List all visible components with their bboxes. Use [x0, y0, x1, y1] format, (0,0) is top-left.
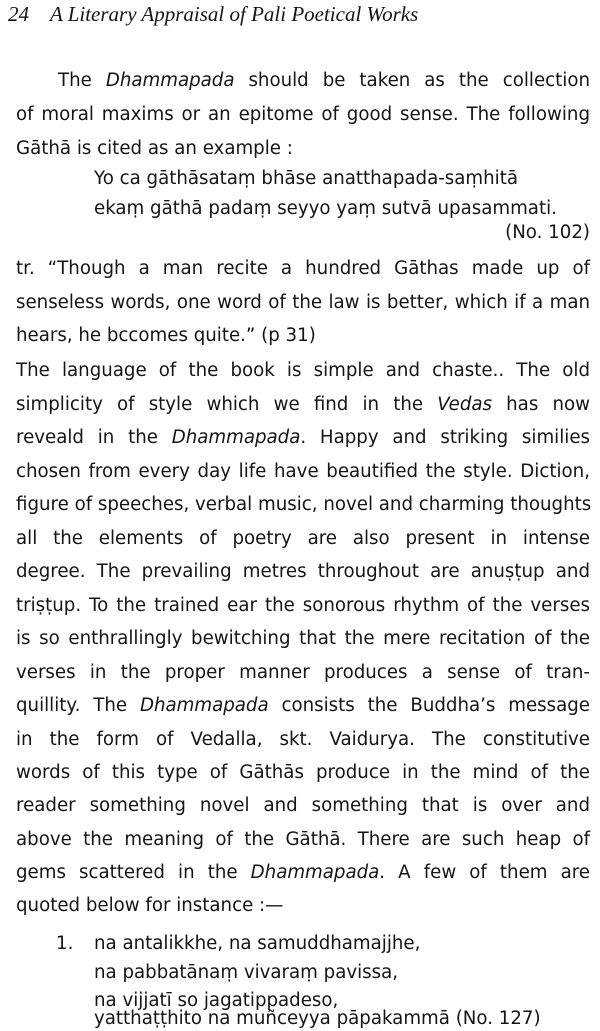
body-line-7: degree. The prevailing metres throughout are anuṣṭup and	[16, 561, 590, 582]
quote-1-line-1: na antalikkhe, na samuddhamajjhe,	[94, 933, 421, 954]
page-number: 24	[8, 2, 29, 26]
italic-title: Dhammapada	[171, 427, 301, 448]
body-line-4: chosen from every day life have beautified the style. Diction,	[16, 461, 590, 482]
quote-1-line-4: yatthaṭṭhito na muñceyya pāpakammā (No. 127)	[94, 1008, 541, 1029]
body-line-11: quillity. The Dhammapada consists the Buddha’s message	[16, 695, 590, 716]
body-line-3: reveald in the Dhammapada. Happy and striking similies	[16, 427, 590, 448]
verse-102-reference: (No. 102)	[505, 222, 590, 243]
body-line-16: gems scattered in the Dhammapada. A few of them are	[16, 862, 590, 883]
quote-1-line-2: na pabbatānaṃ vivaraṃ pavissa,	[94, 962, 399, 983]
translation-line-3: hears, he bccomes quite.” (p 31)	[16, 325, 316, 346]
verse-102-line-1: Yo ca gāthāsataṃ bhāse anatthapada-saṃhitā	[94, 168, 518, 189]
body-line-6: all the elements of poetry are also present in intense	[16, 528, 590, 549]
translation-line-1: tr. “Though a man recite a hundred Gāthas made up of	[16, 258, 590, 279]
body-line-5: figure of speeches, verbal music, novel and charming thoughts	[16, 494, 592, 515]
body-line-15: above the meaning of the Gāthā. There are such heap of	[16, 829, 590, 850]
body-line-17: quoted below for instance :—	[16, 895, 284, 916]
intro-line-2: of moral maxims or an epitome of good sense. The following	[16, 104, 590, 125]
italic-title: Vedas	[437, 394, 492, 415]
quote-number: 1.	[56, 933, 74, 954]
body-line-14: reader something novel and something that is over and	[16, 795, 590, 816]
intro-line-1: The Dhammapada should be taken as the collection	[58, 70, 590, 91]
quote-1-line-3: na vijjatī so jagatippadeso,	[94, 990, 339, 1011]
body-line-1: The language of the book is simple and chaste.. The old	[16, 360, 590, 381]
translation-line-2: senseless words, one word of the law is better, which if a man	[16, 292, 590, 313]
italic-title: Dhammapada	[250, 862, 380, 883]
body-line-9: is so enthrallingly bewitching that the mere recitation of the	[16, 628, 590, 649]
italic-title: Dhammapada	[139, 695, 269, 716]
body-line-8: triṣṭup. To the trained ear the sonorous rhythm of the verses	[16, 595, 590, 616]
verse-102-line-2: ekaṃ gāthā padaṃ seyyo yaṃ sutvā upasammati.	[94, 198, 557, 219]
body-line-13: words of this type of Gāthās produce in the mind of the	[16, 762, 590, 783]
running-title: A Literary Appraisal of Pali Poetical Works	[50, 2, 419, 26]
page-header	[8, 2, 598, 32]
intro-line-3: Gāthā is cited as an example :	[16, 138, 293, 159]
italic-title: Dhammapada	[105, 70, 235, 91]
body-line-2: simplicity of style which we find in the Vedas has now	[16, 394, 590, 415]
body-line-12: in the form of Vedalla, skt. Vaidurya. The constitutive	[16, 729, 590, 750]
body-line-10: verses in the proper manner produces a sense of tran-	[16, 662, 590, 683]
